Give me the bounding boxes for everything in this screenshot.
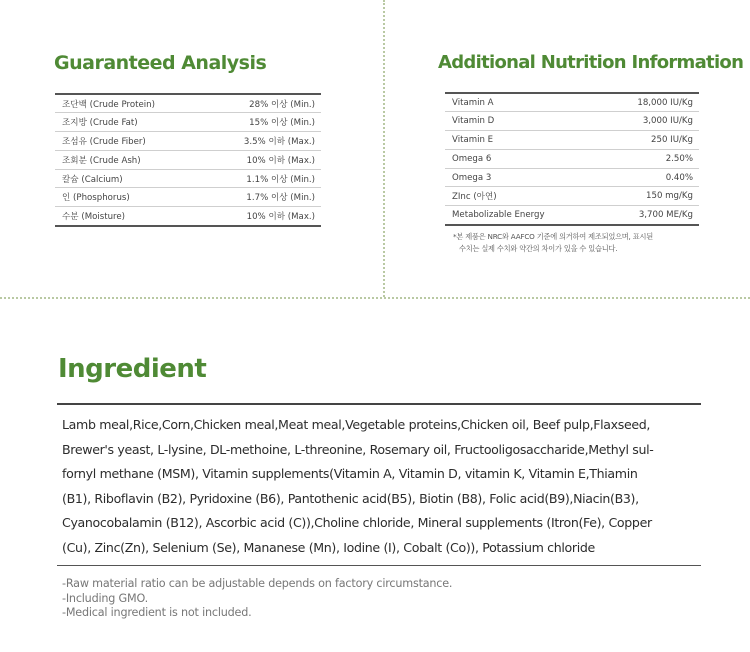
table-row xyxy=(55,150,321,169)
nutrient-value: 1.1% 이상 (Min.) xyxy=(220,169,321,188)
nutrient-name: ZInc (아연) xyxy=(445,187,595,206)
nutrient-value: 15% 이상 (Min.) xyxy=(220,113,321,132)
additional-nutrition-title: Additional Nutrition Information xyxy=(438,52,744,73)
nutrient-name: Vitamin A xyxy=(445,93,595,112)
nutrient-name: 조섬유 (Crude Fiber) xyxy=(55,132,220,151)
note-item: -Medical ingredient is not included. xyxy=(62,606,252,619)
table-row xyxy=(55,113,321,132)
table-row xyxy=(445,93,699,112)
footnote-line: *본 제품은 NRC와 AAFCO 기준에 의거하여 제조되었으며, 표시된 xyxy=(453,232,653,241)
nutrient-value: 150 mg/Kg xyxy=(595,187,699,206)
table-row xyxy=(445,187,699,206)
table-row xyxy=(55,94,321,113)
ingredient-bottom-rule xyxy=(57,565,701,566)
horizontal-divider xyxy=(0,297,750,299)
nutrient-value: 1.7% 이상 (Min.) xyxy=(220,188,321,207)
nutrition-footnote xyxy=(453,231,693,255)
nutrient-value: 3.5% 이하 (Max.) xyxy=(220,132,321,151)
nutrient-name: 조단백 (Crude Protein) xyxy=(55,94,220,113)
nutrient-name: 조지방 (Crude Fat) xyxy=(55,113,220,132)
nutrient-value: 18,000 IU/Kg xyxy=(595,93,699,112)
ingredient-top-rule xyxy=(57,403,701,405)
nutrient-name: 수분 (Moisture) xyxy=(55,207,220,226)
ingredient-title: Ingredient xyxy=(58,354,207,384)
ingredient-line: (B1), Riboflavin (B2), Pyridoxine (B6), Pantothenic acid(B5), Biotin (B8), Folic acid(B9),Niacin(B3), xyxy=(62,490,639,506)
note-item: -Raw material ratio can be adjustable depends on factory circumstance. xyxy=(62,577,453,590)
nutrient-value: 250 IU/Kg xyxy=(595,131,699,150)
nutrient-value: 3,700 ME/Kg xyxy=(595,206,699,225)
footnote-line: 수치는 실제 수치와 약간의 차이가 있을 수 있습니다. xyxy=(459,244,618,253)
vertical-divider xyxy=(383,0,385,297)
nutrient-name: Metabolizable Energy xyxy=(445,206,595,225)
ingredient-line: Cyanocobalamin (B12), Ascorbic acid (C)),Choline chloride, Mineral supplements (Itron(Fe), Copper xyxy=(62,515,652,530)
nutrient-name: 인 (Phosphorus) xyxy=(55,188,220,207)
nutrient-value: 28% 이상 (Min.) xyxy=(220,94,321,113)
nutrient-value: 2.50% xyxy=(595,149,699,168)
nutrient-name: Omega 3 xyxy=(445,168,595,187)
additional-nutrition-table xyxy=(445,92,699,226)
ingredient-line: (Cu), Zinc(Zn), Selenium (Se), Mananese (Mn), Iodine (I), Cobalt (Co)), Potassium chloride xyxy=(62,539,595,555)
ingredient-list xyxy=(62,413,710,560)
nutrient-value: 3,000 IU/Kg xyxy=(595,112,699,131)
ingredient-line: Brewer's yeast, L-lysine, DL-methoine, L-threonine, Rosemary oil, Fructooligosaccharide,Methyl sul- xyxy=(62,441,654,457)
table-row xyxy=(55,132,321,151)
guaranteed-analysis-table xyxy=(55,93,321,227)
nutrient-name: 조회분 (Crude Ash) xyxy=(55,150,220,169)
nutrient-name: 칼슘 (Calcium) xyxy=(55,169,220,188)
nutrient-name: Omega 6 xyxy=(445,149,595,168)
disclaimer-notes xyxy=(62,577,452,621)
nutrient-name: Vitamin E xyxy=(445,131,595,150)
table-row xyxy=(445,149,699,168)
guaranteed-analysis-title: Guaranteed Analysis xyxy=(54,52,267,74)
nutrient-value: 0.40% xyxy=(595,168,699,187)
table-row xyxy=(445,206,699,225)
table-row xyxy=(55,169,321,188)
table-row xyxy=(445,168,699,187)
ingredient-line: Lamb meal,Rice,Corn,Chicken meal,Meat meal,Vegetable proteins,Chicken oil, Beef pulp,Flaxseed, xyxy=(62,417,651,432)
table-row xyxy=(55,188,321,207)
table-row xyxy=(445,112,699,131)
nutrient-value: 10% 이하 (Max.) xyxy=(220,150,321,169)
note-item: -Including GMO. xyxy=(62,591,148,605)
table-row xyxy=(55,207,321,226)
ingredient-line: fornyl methane (MSM), Vitamin supplements(Vitamin A, Vitamin D, vitamin K, Vitamin E,Thiamin xyxy=(62,466,638,481)
table-row xyxy=(445,131,699,150)
nutrient-value: 10% 이하 (Max.) xyxy=(220,207,321,226)
nutrient-name: Vitamin D xyxy=(445,112,595,131)
